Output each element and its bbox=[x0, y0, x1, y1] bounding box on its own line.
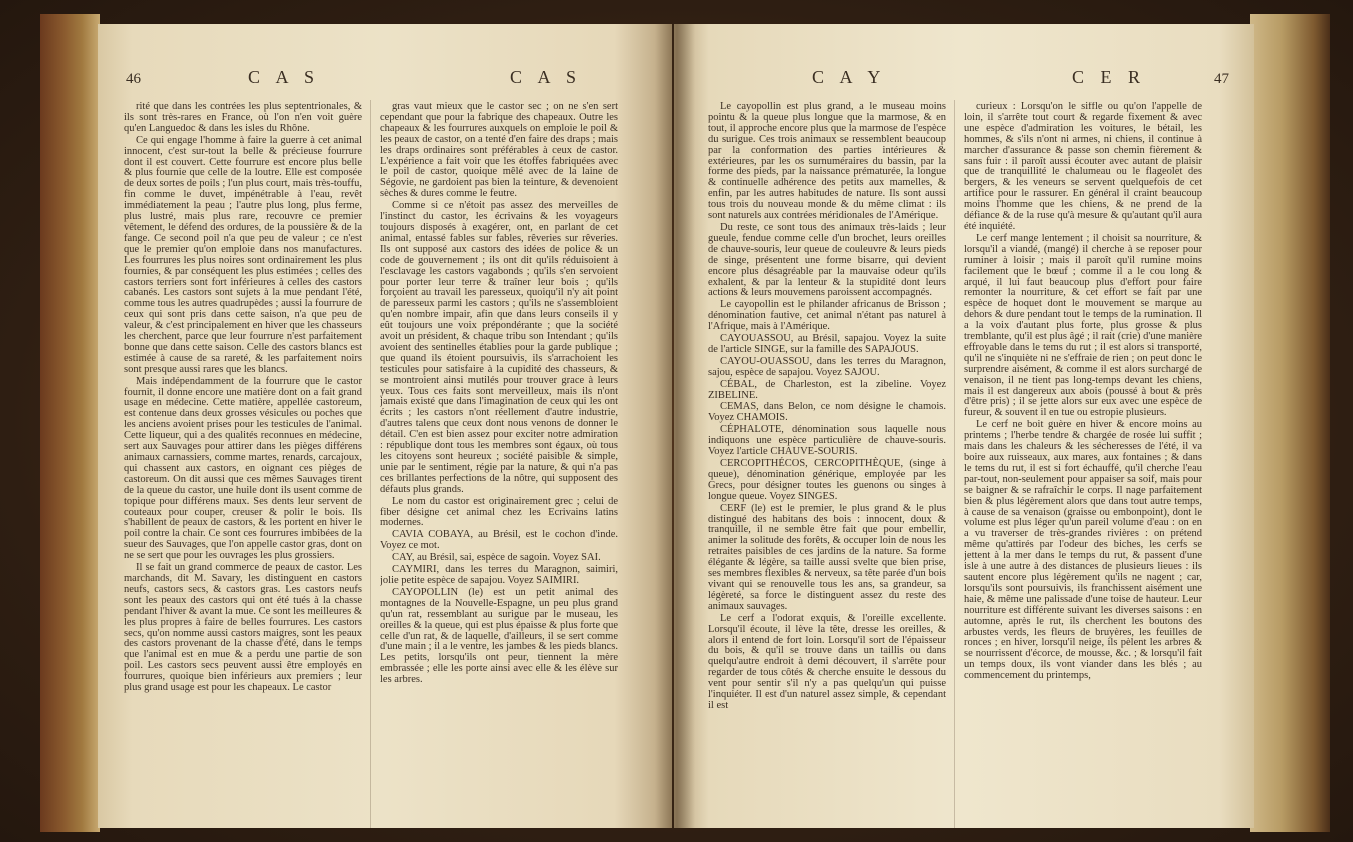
paragraph: Le cayopollin est le philander africanus de Brisson ; dénomination fautive, cet animal n'étant pas naturel à l'Afrique, mais à l'Amérique. bbox=[708, 299, 946, 333]
paragraph: CAY, au Brésil, sai, espèce de sagoin. Voyez SAI. bbox=[392, 552, 601, 564]
paragraph: Comme si ce n'étoit pas assez des merveilles de l'instinct du castor, les écrivains & les voyageurs toujours disposés à exagérer, ont, en parlant de cet animal, entassé fables sur fables, rêveries sur rêveries. Ils ont supposé aux castors des idées de police & un code de gouvernement ; ils ont dit qu'ils réduisoient à l'esclavage les castors vagabonds ; qu'ils s'en servoient pour porter leur terre & traîner leur bois ; qu'ils forçoient au travail les paresseux, quoiqu'il n'y ait point de paresseux parmi les castors ; qu'ils ne s'assembloient qu'en nombre impair, afin que dans leurs conseils il y eût toujours une voix prépondérante ; que la société avoit un président, & chaque tribu son Intendant ; qu'ils avoient des sentinelles établies pour la garde publique ; que quand ils étoient poursuivis, ils s'arrachoient les testicules pour satisfaire à la cupidité des chasseurs, & se montroient ainsi mutilés pour trouver grace à leurs yeux. Tous ces faits sont merveilleux, mais ils n'ont jamais existé que dans l'imagination de ceux qui les ont écrits ; les castors n'ont réellement d'autre industrie, d'autres talens que ceux dont nous venons de donner le détail. C'en est bien assez pour exciter notre admiration : république dont tous les membres sont égaux, où tous les citoyens sont heureux ; société paisible & simple, unie par le sentiment, régie par la nature, & qui n'a pas ces brillantes perfections de la nôtre, qui supposent des défauts plus grands. bbox=[380, 200, 618, 495]
paragraph: Le nom du castor est originairement grec ; celui de fiber désigne cet animal chez les Ecrivains latins modernes. bbox=[380, 495, 618, 529]
paragraph: CAYOPOLLIN (le) est un petit animal des montagnes de la Nouvelle-Espagne, un peu plus grand qu'un rat, ressemblant au surigue par le museau, les oreilles & la queue, qui est plus épaisse & plus forte que celle d'un rat, & de laquelle, d'ailleurs, il se sert comme d'une main ; il a le ventre, les jambes & les pieds blancs. Les petits, lorsqu'ils ont peur, tiennent la mère embrassée ; elle les porte ainsi avec elle & les élève sur les arbres. bbox=[380, 586, 618, 686]
paragraph: CAYOUASSOU, au Brésil, sapajou. Voyez la suite de l'article SINGE, sur la famille des SAPAJOUS. bbox=[708, 333, 946, 355]
left-page-column-2 bbox=[380, 102, 618, 828]
paragraph: CAVIA COBAYA, au Brésil, est le cochon d'inde. Voyez ce mot. bbox=[380, 529, 618, 552]
paragraph: Ce qui engage l'homme à faire la guerre à cet animal innocent, c'est sur-tout la belle & précieuse fourrure dont il est couvert. Cette fourrure est encore plus belle & plus fournie que celle de la loutre. Elle est composée de deux sortes de poils ; l'un plus court, mais très-touffu, fin comme le duvet, impénétrable à l'eau, revêt immédiatement la peau ; l'autre plus long, plus ferme, plus lustré, mais plus rare, recouvre ce premier vêtement, le défend des ordures, de la poussière & de la fange. Ce second poil n'a que peu de valeur ; ce n'est que le premier qu'on emploie dans nos manufactures. Les fourrures les plus noires sont ordinairement les plus fournies, & par conséquent les plus estimées ; celles des castors terriers sont fort inférieures à celles des castors cabanés. Les castors sont sujets à la mue pendant l'été, comme tous les autres quadrupèdes ; aussi la fourrure de ceux qui sont pris dans cette saison, n'a que peu de valeur, & c'est principalement en hiver que les chasseurs les cherchent, parce que leur fourrure n'est parfaitement bonne que dans cette saison. Celle des castors blancs est estimée à cause de sa rareté, & les parfaitement noirs sont presque aussi rares que les blancs. bbox=[124, 134, 362, 375]
paragraph: rité que dans les contrées les plus septentrionales, & ils sont très-rares en France, où l'on n'en voit guère qu'en Languedoc & dans les isles du Rhône. bbox=[124, 102, 362, 134]
paragraph: CAYOU-OUASSOU, dans les terres du Maragnon, sajou, espèce de sapajou. Voyez SAJOU. bbox=[708, 355, 946, 378]
paragraph: curieux : Lorsqu'on le siffle ou qu'on l'appelle de loin, il s'arrête tout court & regarde fixement & avec une espèce d'admiration les voitures, le bétail, les hommes, & s'ils n'ont ni armes, ni chiens, il continue à marcher d'assurance & passe son chemin fièrement & sans fuir : il paroît aussi écouter avec autant de plaisir que de tranquillité le chalumeau ou le flageolet des bergers, & les veneurs se servent quelquefois de cet artifice pour le rassurer. En général il craint beaucoup moins l'homme que les chiens, & ne prend de la défiance & de la ruse qu'à mesure & qu'autant qu'il aura été inquiété. bbox=[964, 102, 1202, 232]
left-page bbox=[98, 24, 672, 828]
paragraph: Du reste, ce sont tous des animaux très-laids ; leur gueule, fendue comme celle d'un brochet, leurs oreilles de chauve-souris, leur queue de couleuvre & leurs pieds de singe, présentent une forme bisarre, qui devient encore plus désagréable par la mauvaise odeur qu'ils exhalent, & par la lenteur & la stupidité dont leurs actions & leurs mouvemens paroissent accompagnés. bbox=[708, 221, 946, 299]
paragraph: CERCOPITHÉCOS, CERCOPITHÈQUE, (singe à queue), dénomination générique, employée par les Grecs, pour désigner toutes les guenons ou singes à longue queue. Voyez SINGES. bbox=[708, 458, 946, 502]
running-head-right-col2: C E R bbox=[1072, 67, 1147, 87]
paragraph: Le cerf ne boit guère en hiver & encore moins au printems ; l'herbe tendre & chargée de rosée lui suffit ; mais dans les chaleurs & les sécheresses de l'été, il va boire aux ruisseaux, aux mares, aux fontaines ; & dans le tems du rut, il est si fort échauffé, qu'il cherche l'eau par-tout, non-seulement pour appaiser sa soif, mais pour se baigner & se rafraîchir le corps. Il nage parfaitement bien & plus légèrement alors que dans tout autre temps, à cause de sa venaison (graisse ou embonpoint), dont le volume est plus léger qu'un pareil volume d'eau : on en a vu traverser de très-grandes rivières : on prétend même qu'attirés par l'odeur des biches, les cerfs se jettent à la mer dans le temps du rut, & passent d'une isle à une autre à des distances de plusieurs lieues : ils sautent encore plus légèrement qu'ils ne nagent ; car, lorsqu'ils sont poursuivis, ils franchissent aisément une haie, & même une palissade d'une toise de hauteur. Leur nourriture est différente suivant les diverses saisons : en automne, après le rut, ils cherchent les boutons des arbustes verds, les fleurs de bruyères, les feuilles de ronces ; en hiver, lorsqu'il neige, ils pèlent les arbres & se nourrissent d'écorce, de mousse, &c. ; & lorsqu'il fait un temps doux, ils vont viander dans les blés ; au commencement du printemps, bbox=[964, 419, 1202, 682]
right-page-column-1 bbox=[708, 102, 946, 828]
paragraph: Le cerf mange lentement ; il choisit sa nourriture, & lorsqu'il a viandé, (mangé) il cherche à se reposer pour ruminer à loisir ; mais il paroît qu'il rumine moins facilement que le bœuf ; comme il a le cou long & arqué, il lui faut beaucoup plus d'effort pour faire remonter la nourriture, & cet effort se fait par une espèce de hoquet dont le mouvement se marque au dehors & dure pendant tout le temps de la rumination. Il a la voix d'autant plus forte, plus grosse & plus tremblante, qu'il est plus âgé ; il rait (crie) d'une manière effroyable dans le tems du rut ; il est alors si transporté, qu'il ne s'inquiète ni ne s'effraie de rien ; on peut donc le surprendre aisément, & comme il est alors surchargé de venaison, il ne tient pas long-temps devant les chiens, mais il est dangereux aux abois (poussé à bout & près d'être pris) ; il se jette alors sur eux avec une espèce de fureur, & souvent il en tue ou estropie plusieurs. bbox=[964, 232, 1202, 419]
column-rule bbox=[370, 100, 371, 828]
paragraph: Le cayopollin est plus grand, a le museau moins pointu & la queue plus longue que la marmose, & en tout, il approche encore plus que la marmose de l'espèce du surigue. Ces trois animaux se ressemblent beaucoup par la conformation des parties intérieures & extérieures, par les os surnuméraires du bassin, par la forme des pieds, par la naissance prématurée, la longue & continuelle adhérence des petits aux mamelles, & enfin, par les autres habitudes de nature. Ils sont aussi tous trois du nouveau monde & du même climat : ils sont naturels aux contrées méridionales de l'Amérique. bbox=[708, 102, 946, 222]
page-number-right: 47 bbox=[1214, 71, 1229, 87]
paragraph: CAYMIRI, dans les terres du Maragnon, saimiri, jolie petite espèce de sapajou. Voyez SAIMIRI. bbox=[380, 564, 618, 586]
paragraph: CÉPHALOTE, dénomination sous laquelle nous indiquons une espèce particulière de chauve-souris. Voyez l'article CHAUVE-SOURIS. bbox=[708, 424, 946, 458]
paragraph: CÉBAL, de Charleston, est la zibeline. Voyez ZIBELINE. bbox=[708, 378, 946, 401]
paragraph: Le cerf a l'odorat exquis, & l'oreille excellente. Lorsqu'il écoute, il lève la tête, dresse les oreilles, & alors il entend de fort loin. Lorsqu'il sort de l'épaisseur du bois, & qu'il se trouve dans un taillis ou dans quelqu'autre endroit à demi découvert, il s'arrête pour regarder de tous côtés & cherche ensuite le dessous du vent pour sentir s'il n'y a pas quelqu'un qui puisse l'inquiéter. Il est d'un naturel assez simple, & cependant il est bbox=[708, 612, 946, 711]
right-page-stack bbox=[1250, 14, 1330, 832]
paragraph: CEMAS, dans Belon, ce nom désigne le chamois. Voyez CHAMOIS. bbox=[708, 401, 946, 424]
left-page-column-1 bbox=[124, 102, 362, 828]
paragraph: Il se fait un grand commerce de peaux de castor. Les marchands, dit M. Savary, les distinguent en castors neufs, castors secs, & castors gras. Les castors neufs sont les peaux des castors qui ont été tués à la chasse pendant l'hiver & avant la mue. Ce sont les meilleures & les plus propres à faire de belles fourrures. Les castors secs, qu'on nomme aussi castors maigres, sont les peaux des castors provenant de la chasse d'été, dans le temps que l'animal est en mue & a perdu une partie de son poil. Les castors secs peuvent aussi être employés en fourrures, quoique bien inférieurs aux premiers ; leur plus grand usage est pour les chapeaux. Le castor bbox=[124, 562, 362, 694]
running-head-right-col1: C A Y bbox=[812, 67, 887, 87]
running-head-left-col2: C A S bbox=[510, 67, 583, 87]
paragraph: Mais indépendamment de la fourrure que le castor fournit, il donne encore une matière dont on a fait grand usage en médecine. Cette matière, appellée castoreum, est contenue dans deux grosses vésicules ou poches que les anciens avoient prises pour les testicules de l'animal. Cette liqueur, qui a des qualités reconnues en médecine, sert aux Sauvages pour attirer dans les pièges différens animaux carnassiers, comme martes, renards, carcajoux, qui chassent aux castors, en oignant ces pièges de castoreum. On dit aussi que ces mêmes Sauvages tirent de la queue du castor, une huile dont ils usent comme de topique pour différens maux. Ses dents leur servent de couteaux pour couper, creuser & polir le bois. Ils s'habillent de peaux de castors, & les portent en hiver le poil contre la chair. Ce sont ces fourrures imbibées de la sueur des Sauvages, que l'on appelle castor gras, dont on ne se sert que pour les ouvrages les plus grossiers. bbox=[124, 375, 362, 562]
column-rule bbox=[954, 100, 955, 828]
right-page bbox=[674, 24, 1254, 828]
paragraph: gras vaut mieux que le castor sec ; on ne s'en sert cependant que pour la fabrique des chapeaux. Outre les chapeaux & les fourrures auxquels on emploie le poil & les peaux de castor, on a tenté d'en faire des draps ; mais les draps ordinaires sont préférables à ceux de castor. L'expérience a fait voir que les étoffes fabriquées avec le poil de castor, quoique mêlé avec de la laine de Ségovie, ne gardoient pas bien la teinture, & devenoient sèches & dures comme le feutre. bbox=[380, 102, 618, 200]
paragraph: CERF (le) est le premier, le plus grand & le plus distingué des habitans des bois : innocent, doux & tranquille, il ne semble être fait que pour embellir, animer la solitude des forêts, & occuper loin de nous les retraites paisibles de ces jardins de la nature. Sa forme élégante & légère, sa taille aussi svelte que bien prise, ses membres flexibles & nerveux, sa tête parée d'un bois vivant qui se renouvelle tous les ans, sa grandeur, sa légèreté, sa force le distinguent assez du reste des animaux sauvages. bbox=[708, 502, 946, 612]
running-head-left-col1: C A S bbox=[248, 67, 321, 87]
left-cover-edge bbox=[40, 14, 100, 832]
right-page-column-2 bbox=[964, 102, 1202, 828]
page-number-left: 46 bbox=[126, 71, 141, 87]
